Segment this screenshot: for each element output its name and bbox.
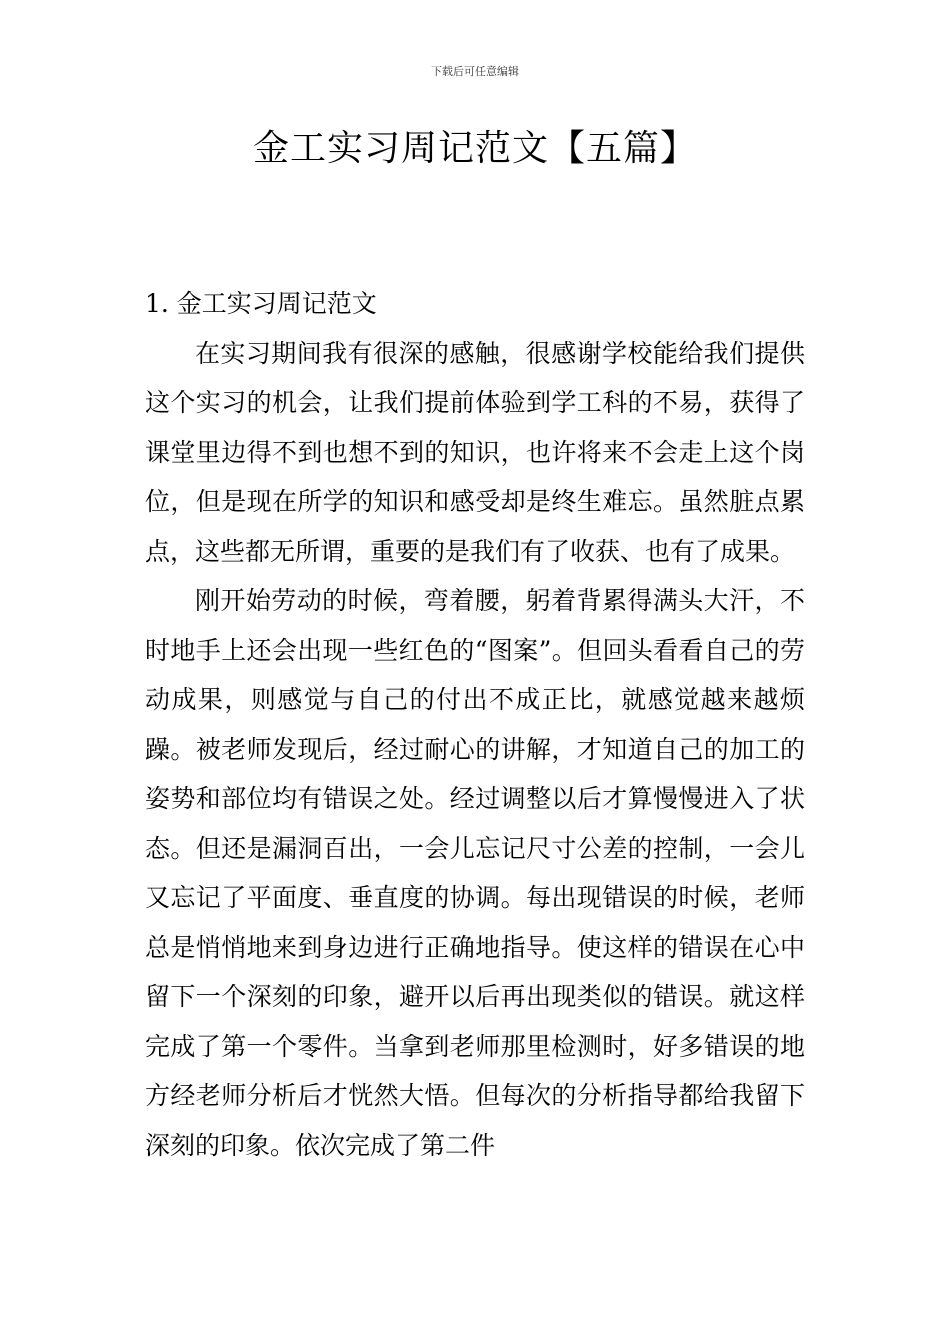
header-note: 下载后可任意编辑: [431, 65, 519, 78]
document-title: 金工实习周记范文【五篇】: [252, 128, 697, 169]
section-heading: 1. 金工实习周记范文: [145, 289, 377, 318]
paragraph: 刚开始劳动的时候，弯着腰，躬着背累得满头大汗，不时地手上还会出现一些红色的“图案”。但回头看看自己的劳动成果，则感觉与自己的付出不成正比，就感觉越来越烦躁。被老师发现后，经过耐心的讲解，才知道自己的加工的姿势和部位均有错误之处。经过调整以后才算慢慢进入了状态。但还是漏洞百出，一会儿忘记尺寸公差的控制，一会儿又忘记了平面度、垂直度的协调。每出现错误的时候，老师总是悄悄地来到身边进行正确地指导。使这样的错误在心中留下一个深刻的印象，避开以后再出现类似的错误。就这样完成了第一个零件。当拿到老师那里检测时，好多错误的地方经老师分析后才恍然大悟。但每次的分析指导都给我留下深刻的印象。依次完成了第二件: [145, 586, 805, 1160]
paragraph: 在实习期间我有很深的感触，很感谢学校能给我们提供这个实习的机会，让我们提前体验到学工科的不易，获得了课堂里边得不到也想不到的知识，也许将来不会走上这个岗位，但是现在所学的知识和感受却是终生难忘。虽然脏点累点，这些都无所谓，重要的是我们有了收获、也有了成果。: [145, 338, 805, 566]
document-body: [145, 279, 805, 1170]
